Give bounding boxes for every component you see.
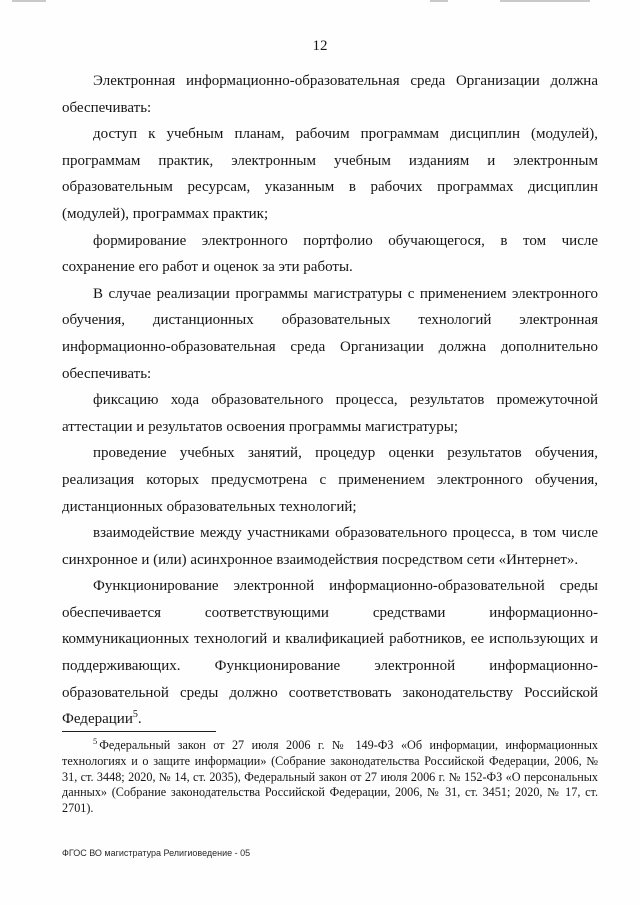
page-number: 12 [312, 38, 328, 54]
scan-artifact [500, 0, 590, 2]
footer-label: ФГОС ВО магистратура Религиоведение - 05 [62, 848, 251, 858]
footnote [62, 735, 598, 817]
paragraph: фиксацию хода образовательного процесса, результатов промежуточной аттестации и результатов освоения программы магистратуры; [62, 392, 598, 435]
paragraph: взаимодействие между участниками образовательного процесса, в том числе синхронное и (или) асинхронное взаимодействия посредством сети «Интернет». [62, 525, 598, 568]
footnote-reference[interactable]: 5 [132, 709, 138, 721]
document-body [62, 68, 598, 733]
paragraph: формирование электронного портфолио обучающегося, в том числе сохранение его работ и оценок за эти работы. [62, 232, 598, 276]
paragraph: проведение учебных занятий, процедур оценки результатов обучения, реализация которых предусмотрена с применением электронного обучения, дистанционных образовательных технологий; [62, 445, 598, 515]
paragraph: доступ к учебным планам, рабочим программам дисциплин (модулей), программам практик, электронным учебным изданиям и электронным образовательным ресурсам, указанным в рабочих программах дисциплин (модулей), программах практик; [62, 126, 598, 222]
paragraph-text: Функционирование электронной информационно-образовательной среды обеспечивается соответствующими средствами информационно-коммуникационных технологий и квалификацией работников, ее использующих и поддерживающих. Функционирование электронной информационно-образовательной среды должно соответствовать законодательству Российской Федерации [62, 578, 598, 728]
footnote-separator [62, 731, 216, 732]
footnote-text: Федеральный закон от 27 июля 2006 г. № 149-ФЗ «Об информации, информационных технологиях и о защите информации» (Собрание законодательства Российской Федерации, 2006, № 31, ст. 3448; 2020, № 14, ст. 2035), Федеральный закон от 27 июля 2006 г. № 152-ФЗ «О персональных данных» (Собрание законодательства Российской Федерации, 2006, № 31, ст. 3451; 2020, № 17, ст. 2701). [62, 738, 598, 816]
footnote-mark: 5 [93, 735, 98, 746]
scan-artifact [12, 0, 46, 2]
paragraph: В случае реализации программы магистратуры с применением электронного обучения, дистанционных образовательных технологий электронная информационно-образовательная среда Организации должна дополнительно обеспечивать: [62, 285, 598, 382]
scan-artifact [430, 0, 448, 2]
paragraph: Электронная информационно-образовательная среда Организации должна обеспечивать: [62, 73, 598, 116]
paragraph-with-footnote: Функционирование электронной информационно-образовательной среды обеспечивается соответствующими средствами информационно-коммуникационных технологий и квалификацией работников, ее использующих и поддерживающих. Функционирование электронной информационно-образовательной среды должно соответствовать законодательству Российской Федерации$^5$. [62, 578, 598, 728]
